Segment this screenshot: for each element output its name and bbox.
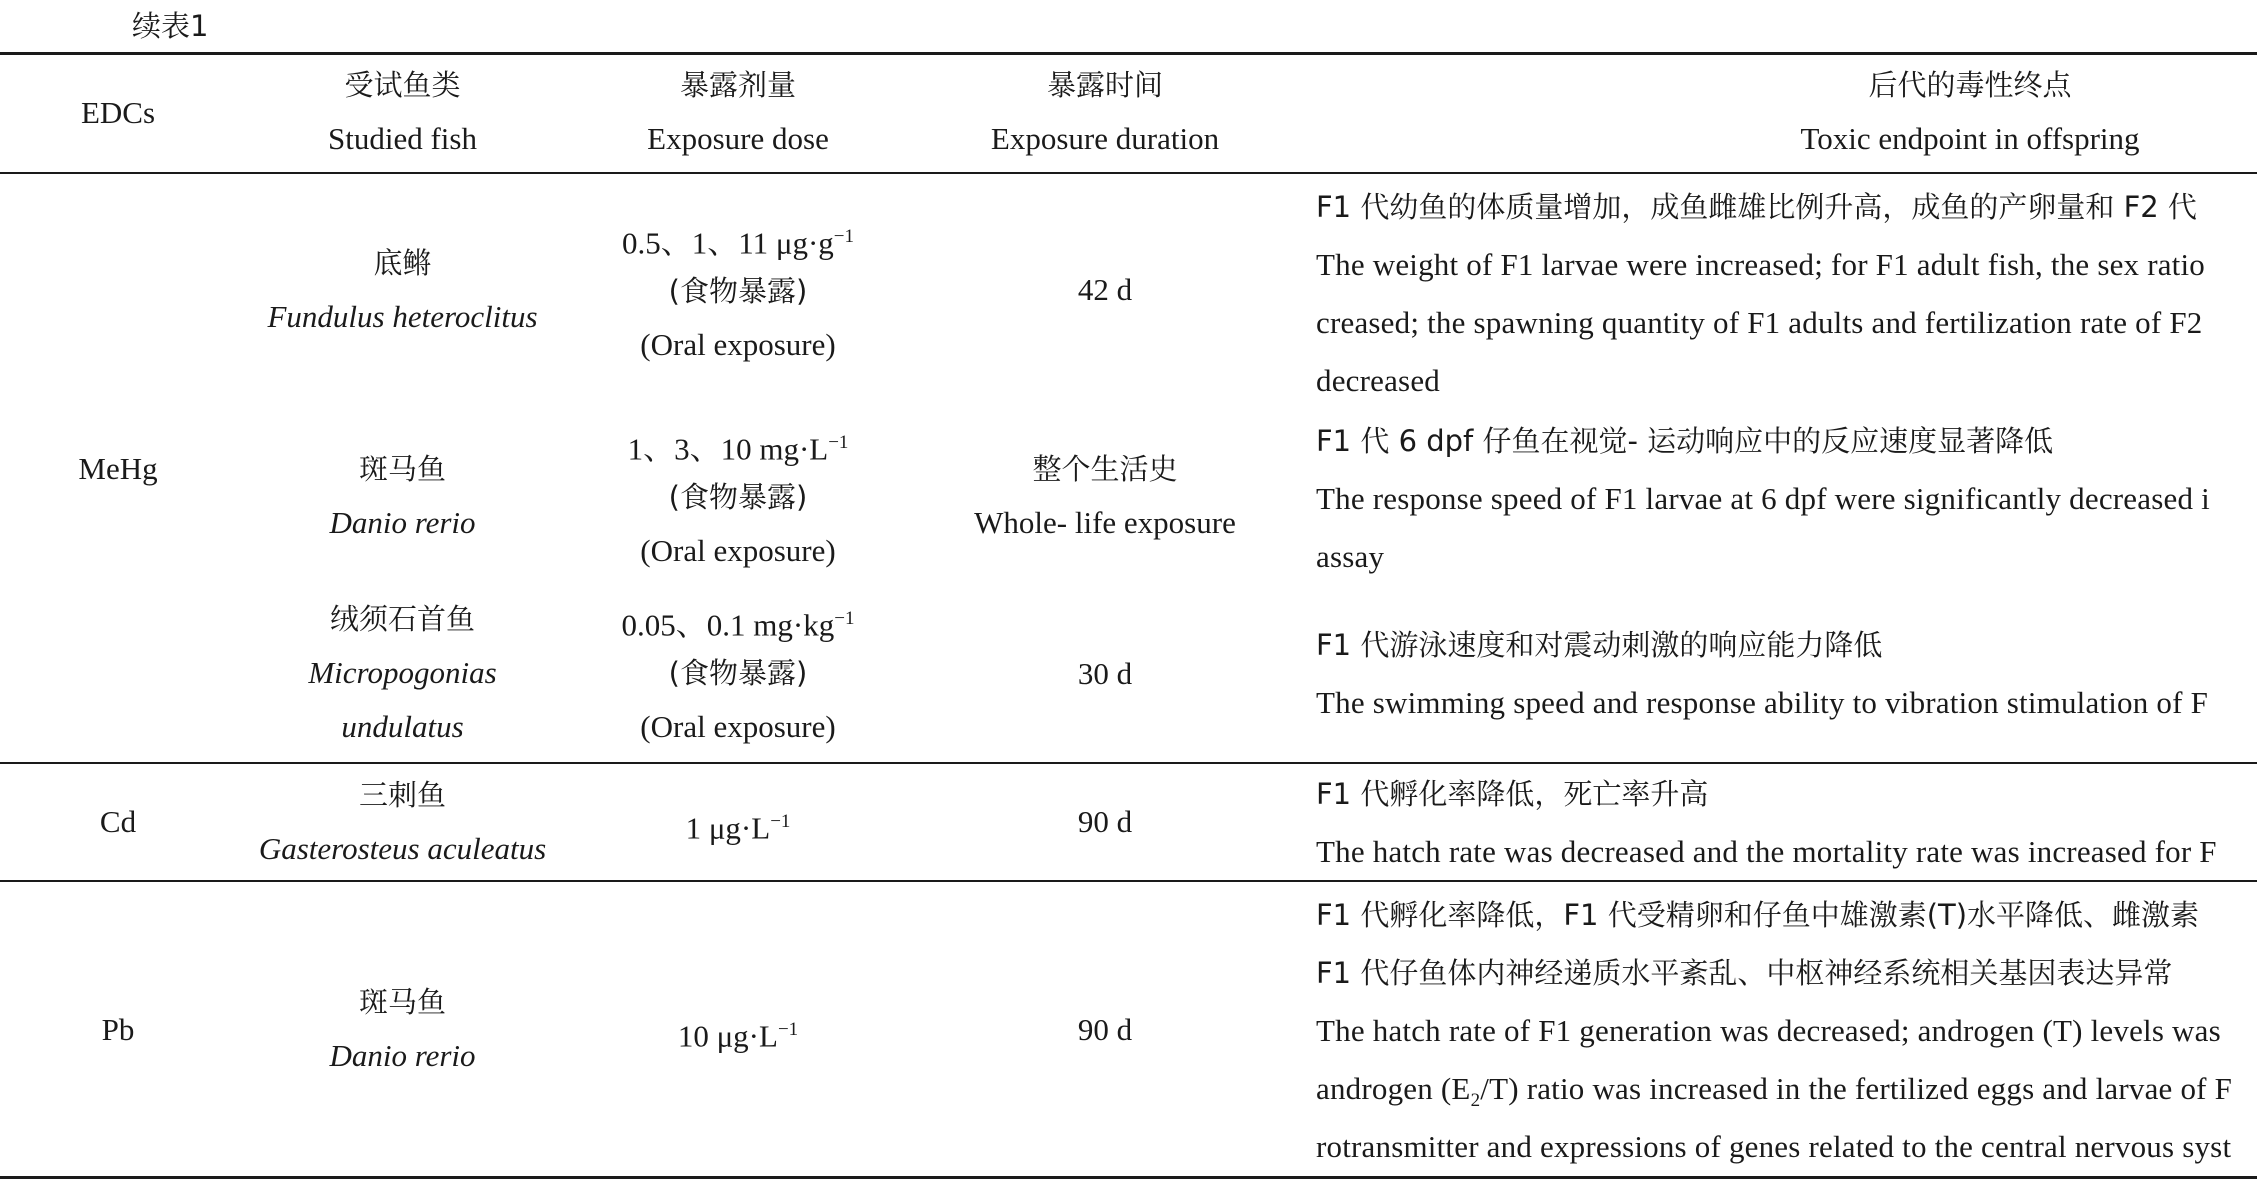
header-exposure-dose: 暴露剂量 Exposure dose — [647, 68, 829, 156]
dose-unit-exponent: −1 — [834, 608, 855, 629]
group-rule-cd — [0, 762, 2257, 764]
header-edcs: EDCs — [80, 95, 156, 130]
endpoint-cell-micropogonias: F1 代游泳速度和对震动刺激的响应能力降低 The swimming speed and response ability to vibration stimulation of F — [1316, 628, 2209, 720]
dose-cell-fundulus: 0.5、1、11 $\mu g\cdot g^{-1}$ (食物暴露) (Oral exposure) — [621, 225, 854, 362]
endpoint-cell-fundulus: F1 代幼鱼的体质量增加，成鱼雌雄比例升高，成鱼的产卵量和 F2 代 The weight of F1 larvae were increased; for F1 adult fish, the sex ratio creased; the spawning quantity of F1 adults and fertilization rate of F2 decreased — [1316, 190, 2205, 398]
dose-unit-exponent: −1 — [833, 226, 854, 247]
dose-cell-danio-pb: 10 $\mu g\cdot L^{-1}$ — [677, 1018, 799, 1054]
header-toxic-endpoint: 后代的毒性终点 Toxic endpoint in offspring — [1800, 68, 2140, 156]
bottom-rule — [0, 1176, 2257, 1179]
top-rule — [0, 52, 2257, 55]
dose-cell-micropogonias: 0.05、0.1 $mg\cdot kg^{-1}$ (食物暴露) (Oral exposure) — [621, 607, 855, 744]
subscript-2: 2 — [1470, 1090, 1481, 1112]
fish-cell-danio-pb: 斑马鱼 Danio rerio — [329, 985, 476, 1073]
dose-cell-gasterosteus: 1 $\mu g\cdot L^{-1}$ — [685, 810, 791, 846]
endpoint-cell-danio-pb: F1 代孵化率降低，F1 代受精卵和仔鱼中雄激素(T)水平降低、雌激素 F1 代仔鱼体内神经递质水平紊乱、中枢神经系统相关基因表达异常 The hatch rate of F1 generation was decreased; androgen (T) levels was androgen $(E_2/T)$ ratio was increased in the fertilized eggs and larvae of F rotransmitter and expressions of genes related to the central nervous syst — [1316, 898, 2233, 1164]
dose-unit-exponent: −1 — [770, 811, 791, 832]
duration-cell-danio-pb: 90 d — [1077, 1012, 1133, 1047]
header-exposure-duration: 暴露时间 Exposure duration — [990, 68, 1220, 156]
header-studied-fish: 受试鱼类 Studied fish — [328, 68, 477, 156]
duration-cell-fundulus: 42 d — [1077, 272, 1133, 307]
fish-cell-micropogonias: 绒须石首鱼 Micropogonias undulatus — [308, 602, 497, 744]
fish-cell-danio-mehg: 斑马鱼 Danio rerio — [329, 452, 476, 540]
duration-cell-micropogonias: 30 d — [1077, 656, 1133, 691]
edc-label-pb: Pb — [101, 1012, 135, 1047]
edc-label-mehg: MeHg — [78, 451, 158, 486]
dose-unit-exponent: −1 — [828, 432, 849, 453]
edc-label-cd: Cd — [99, 804, 137, 839]
dose-unit-exponent: −1 — [777, 1019, 799, 1040]
endpoint-cell-danio-mehg: F1 代 6 dpf 仔鱼在视觉- 运动响应中的反应速度显著降低 The response speed of F1 larvae at 6 dpf were significantly decreased i assay — [1316, 424, 2210, 574]
fish-cell-fundulus: 底鳉 Fundulus heteroclitus — [267, 246, 538, 334]
table-caption: 续表1 — [132, 9, 209, 43]
duration-cell-danio-mehg: 整个生活史 Whole- life exposure — [974, 452, 1236, 540]
duration-cell-gasterosteus: 90 d — [1077, 804, 1133, 839]
fish-cell-gasterosteus: 三刺鱼 Gasterosteus aculeatus — [258, 778, 547, 866]
dose-cell-danio-mehg: 1、3、10 $mg\cdot L^{-1}$ (食物暴露) (Oral exposure) — [627, 431, 849, 568]
endpoint-cell-gasterosteus: F1 代孵化率降低，死亡率升高 The hatch rate was decreased and the mortality rate was increased for F — [1316, 777, 2217, 869]
header-rule — [0, 172, 2257, 174]
